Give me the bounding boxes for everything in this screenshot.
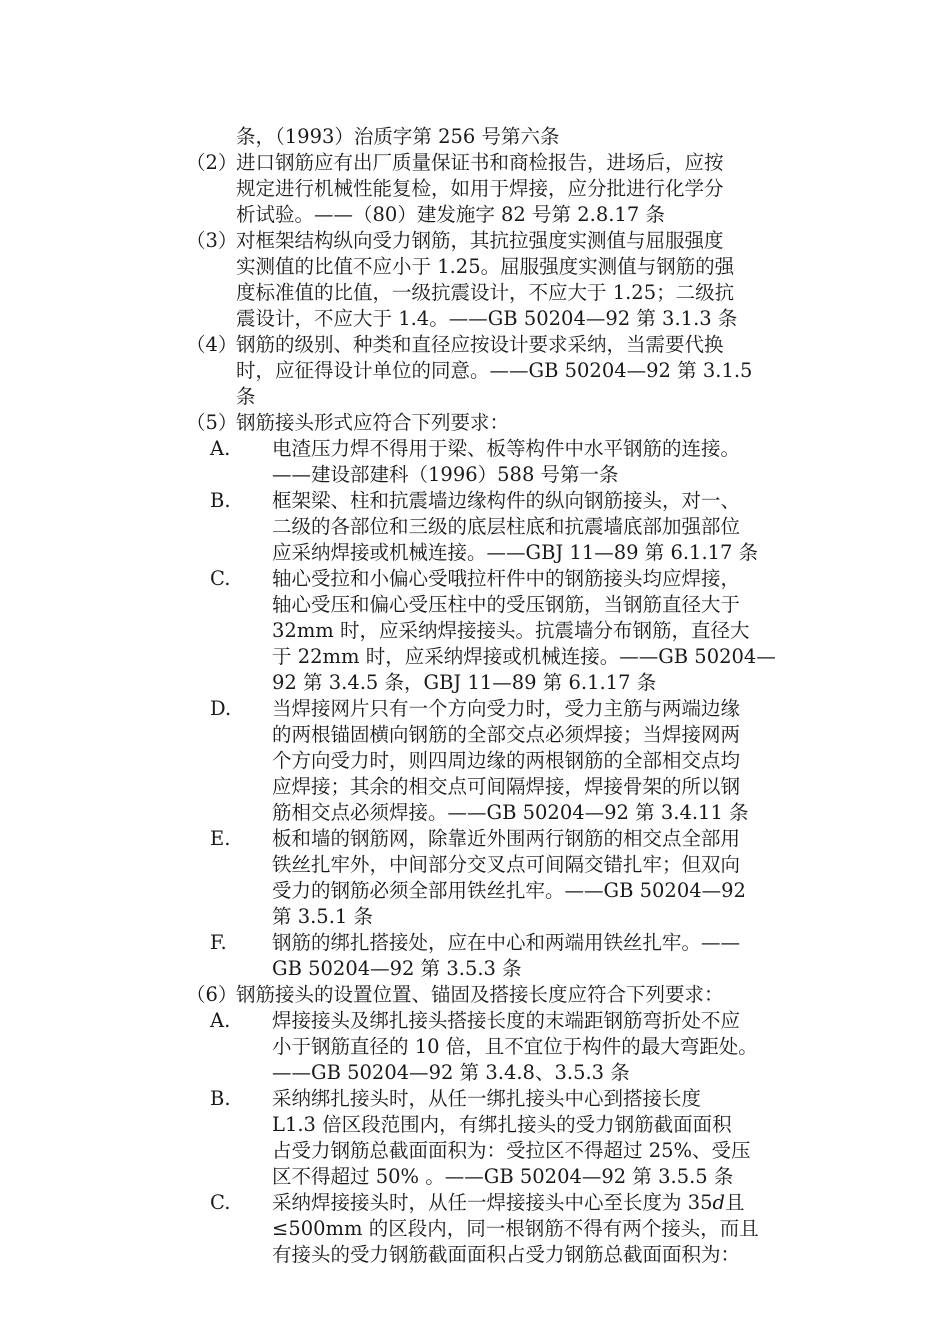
- subitem-text-line: 应焊接；其余的相交点可间隔焊接，焊接骨架的所以钢: [272, 775, 741, 798]
- subitem-letter: B.: [210, 1087, 231, 1110]
- subitem-text-line: 32mm 时，应采纳焊接接头。抗震墙分布钢筋，直径大: [272, 619, 750, 642]
- subitem-text-line: 电渣压力焊不得用于梁、板等构件中水平钢筋的连接。: [272, 437, 741, 460]
- item-text-line: 钢筋接头形式应符合下列要求：: [236, 411, 510, 434]
- subitem-letter: A.: [210, 437, 231, 460]
- item-number: （2）: [186, 151, 238, 174]
- item-text-line: 实测值的比值不应小于 1.25。屈服强度实测值与钢筋的强: [236, 255, 735, 278]
- subitem-text-line: 占受力钢筋总截面面积为：受拉区不得超过 25%、受压: [272, 1139, 751, 1162]
- subitem-text-line: 于 22mm 时，应采纳焊接或机械连接。——GB 50204—: [272, 645, 776, 668]
- item-text-line: 进口钢筋应有出厂质量保证书和商检报告，进场后，应按: [236, 151, 724, 174]
- subitem-text-line: 轴心受压和偏心受压柱中的受压钢筋，当钢筋直径大于: [272, 593, 741, 616]
- subitem-text-line: 受力的钢筋必须全部用铁丝扎牢。——GB 50204—92: [272, 879, 746, 902]
- subitem-text-line: 采纳焊接接头时，从任一焊接接头中心至长度为 35𝑑且: [272, 1191, 745, 1214]
- subitem-text-line: 二级的各部位和三级的底层柱底和抗震墙底部加强部位: [272, 515, 741, 538]
- item-text-line: 条: [236, 385, 256, 408]
- subitem-letter: B.: [210, 489, 231, 512]
- subitem-text-line: 个方向受力时，则四周边缘的两根钢筋的全部相交点均: [272, 749, 741, 772]
- subitem-text-line: 应采纳焊接或机械连接。——GBJ 11—89 第 6.1.17 条: [272, 541, 759, 564]
- item-number: （3）: [186, 229, 238, 252]
- item-text-line: 析试验。——（80）建发施字 82 号第 2.8.17 条: [236, 203, 665, 226]
- subitem-text-line: L1.3 倍区段范围内，有绑扎接头的受力钢筋截面面积: [272, 1113, 732, 1136]
- subitem-text-line: 板和墙的钢筋网，除靠近外围两行钢筋的相交点全部用: [272, 827, 741, 850]
- subitem-text-line: 采纳绑扎接头时，从任一绑扎接头中心到搭接长度: [272, 1087, 702, 1110]
- subitem-letter: A.: [210, 1009, 231, 1032]
- subitem-text-line: 有接头的受力钢筋截面面积占受力钢筋总截面面积为：: [272, 1243, 741, 1266]
- intro-line: 条，（1993）治质字第 256 号第六条: [236, 125, 560, 148]
- subitem-text-line: GB 50204—92 第 3.5.3 条: [272, 957, 522, 980]
- subitem-letter: C.: [210, 1191, 231, 1214]
- item-text-line: 规定进行机械性能复检，如用于焊接，应分批进行化学分: [236, 177, 724, 200]
- subitem-text-line: 轴心受拉和小偏心受哦拉杆件中的钢筋接头均应焊接，: [272, 567, 741, 590]
- subitem-letter: D.: [210, 697, 232, 720]
- subitem-text-line: 框架梁、柱和抗震墙边缘构件的纵向钢筋接头，对一、: [272, 489, 741, 512]
- item-text-line: 度标准值的比值，一级抗震设计，不应大于 1.25；二级抗: [236, 281, 735, 304]
- item-number: （5）: [186, 411, 238, 434]
- item-text-line: 震设计，不应大于 1.4。——GB 50204—92 第 3.1.3 条: [236, 307, 738, 330]
- item-text-line: 对框架结构纵向受力钢筋，其抗拉强度实测值与屈服强度: [236, 229, 724, 252]
- subitem-text-line: 小于钢筋直径的 10 倍，且不宜位于构件的最大弯距处。: [272, 1035, 758, 1058]
- subitem-text-line: ——建设部建科（1996）588 号第一条: [272, 463, 619, 486]
- subitem-letter: C.: [210, 567, 231, 590]
- subitem-text-line: 钢筋的绑扎搭接处，应在中心和两端用铁丝扎牢。——: [272, 931, 741, 954]
- subitem-text-line: 区不得超过 50% 。——GB 50204—92 第 3.5.5 条: [272, 1165, 734, 1188]
- subitem-letter: F.: [210, 931, 227, 954]
- item-text-line: 时，应征得设计单位的同意。——GB 50204—92 第 3.1.5: [236, 359, 753, 382]
- item-number: （6）: [186, 983, 238, 1006]
- item-text-line: 钢筋的级别、种类和直径应按设计要求采纳，当需要代换: [236, 333, 724, 356]
- subitem-text-line: 第 3.5.1 条: [272, 905, 374, 928]
- subitem-text-line: 的两根锚固横向钢筋的全部交点必须焊接；当焊接网两: [272, 723, 741, 746]
- subitem-text-line: 铁丝扎牢外，中间部分交叉点可间隔交错扎牢；但双向: [272, 853, 741, 876]
- subitem-text-line: 92 第 3.4.5 条，GBJ 11—89 第 6.1.17 条: [272, 671, 657, 694]
- subitem-text-line: ——GB 50204—92 第 3.4.8、3.5.3 条: [272, 1061, 630, 1084]
- subitem-text-line: 筋相交点必须焊接。——GB 50204—92 第 3.4.11 条: [272, 801, 749, 824]
- item-text-line: 钢筋接头的设置位置、锚固及搭接长度应符合下列要求：: [236, 983, 724, 1006]
- subitem-text-line: ≤500mm 的区段内，同一根钢筋不得有两个接头，而且: [272, 1217, 759, 1240]
- subitem-letter: E.: [210, 827, 231, 850]
- item-number: （4）: [186, 333, 238, 356]
- subitem-text-line: 当焊接网片只有一个方向受力时，受力主筋与两端边缘: [272, 697, 741, 720]
- subitem-text-line: 焊接接头及绑扎接头搭接长度的末端距钢筋弯折处不应: [272, 1009, 741, 1032]
